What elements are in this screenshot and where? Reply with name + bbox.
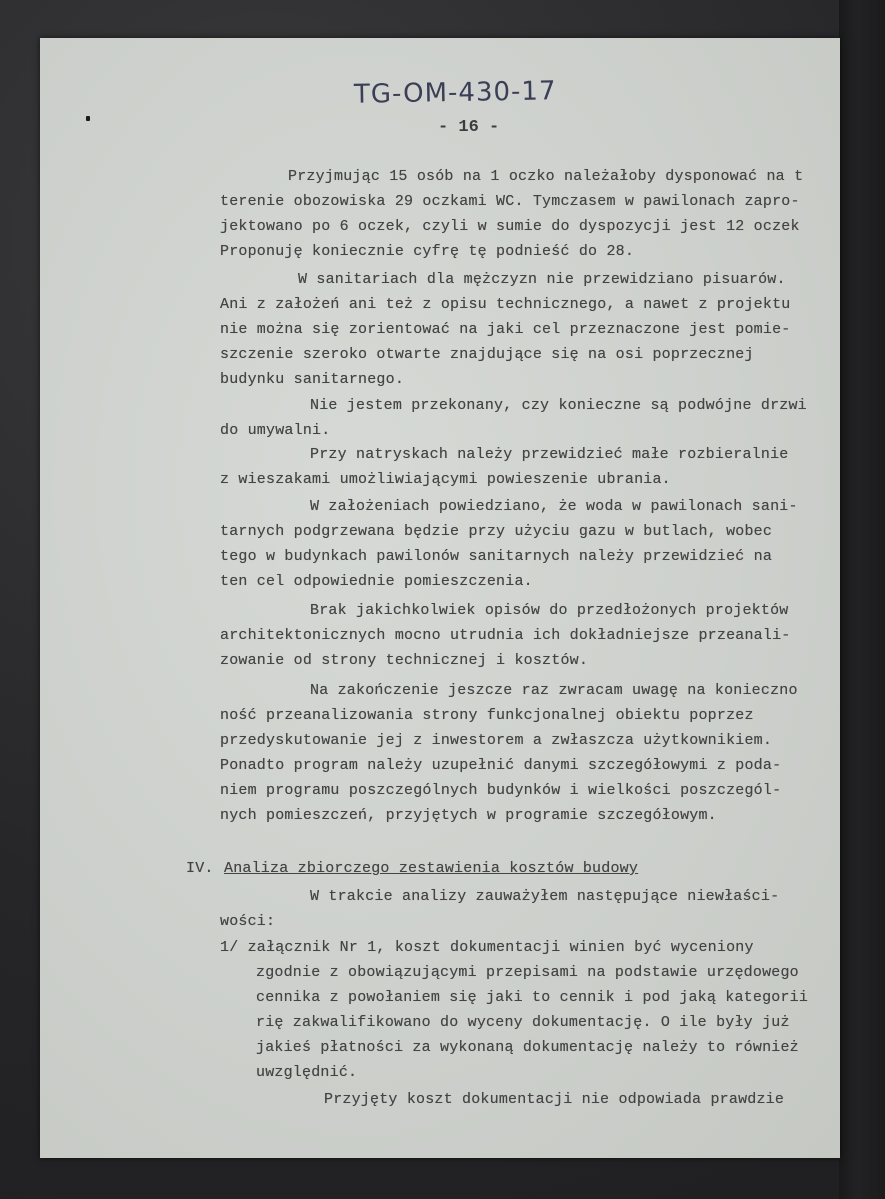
text-line: nie można się zorientować na jaki cel przeznaczone jest pomie- — [220, 321, 791, 338]
text-line: zgodnie z obowiązującymi przepisami na podstawie urzędowego — [256, 964, 799, 981]
text-line: Przyjmując 15 osób na 1 oczko należałoby dysponować na t — [288, 168, 804, 185]
text-line: z wieszakami umożliwiającymi powieszenie ubrania. — [220, 471, 671, 488]
punch-mark — [86, 116, 90, 121]
section-heading: Analiza zbiorczego zestawienia kosztów budowy — [224, 860, 639, 877]
text-line: Ponadto program należy uzupełnić danymi szczegółowymi z poda- — [220, 757, 782, 774]
text-line: Proponuję koniecznie cyfrę tę podnieść do 28. — [220, 243, 635, 260]
text-line: nych pomieszczeń, przyjętych w programie szczegółowym. — [220, 807, 717, 824]
text-line: architektonicznych mocno utrudnia ich dokładniejsze przeanali- — [220, 627, 791, 644]
text-line: uwzględnić. — [256, 1064, 358, 1081]
text-line: W trakcie analizy zauważyłem następujące niewłaści- — [310, 888, 780, 905]
binder-edge — [839, 0, 885, 1199]
text-line: budynku sanitarnego. — [220, 371, 405, 388]
text-line: Przyjęty koszt dokumentacji nie odpowiada prawdzie — [324, 1091, 785, 1108]
text-line: W założeniach powiedziano, że woda w pawilonach sani- — [310, 498, 798, 515]
text-line: rię zakwalifikowano do wyceny dokumentację. O ile były już — [256, 1014, 790, 1031]
text-line: tego w budynkach pawilonów sanitarnych należy przewidzieć na — [220, 548, 773, 565]
text-line: Na zakończenie jeszcze raz zwracam uwagę na konieczno — [310, 682, 798, 699]
text-line: niem programu poszczególnych budynków i wielkości poszczegól- — [220, 782, 782, 799]
text-line: wości: — [220, 913, 276, 930]
text-line: Nie jestem przekonany, czy konieczne są podwójne drzwi — [310, 397, 807, 414]
text-line: jektowano po 6 oczek, czyli w sumie do dyspozycji jest 12 oczek — [220, 218, 800, 235]
text-line: Ani z założeń ani też z opisu technicznego, a nawet z projektu — [220, 296, 791, 313]
text-line: ność przeanalizowania strony funkcjonalnej obiektu poprzez — [220, 707, 754, 724]
text-line: jakieś płatności za wykonaną dokumentację należy to również — [256, 1039, 799, 1056]
text-line: W sanitariach dla mężczyzn nie przewidziano pisuarów. — [298, 271, 786, 288]
text-line: terenie obozowiska 29 oczkami WC. Tymczasem w pawilonach zapro- — [220, 193, 800, 210]
text-line: szczenie szeroko otwarte znajdujące się na osi poprzecznej — [220, 346, 754, 363]
archive-signature: TG-OM-430-17 — [353, 76, 557, 110]
list-item: 1/ załącznik Nr 1, koszt dokumentacji winien być wyceniony — [220, 939, 754, 956]
text-line: do umywalni. — [220, 422, 331, 439]
text-line: ten cel odpowiednie pomieszczenia. — [220, 573, 533, 590]
page-number: - 16 - — [438, 118, 500, 137]
text-line: Przy natryskach należy przewidzieć małe rozbieralnie — [310, 446, 789, 463]
section-number: IV. — [186, 860, 214, 877]
text-line: cennika z powołaniem się jaki to cennik i pod jaką kategorii — [256, 989, 809, 1006]
document-page — [40, 38, 840, 1158]
text-line: Brak jakichkolwiek opisów do przedłożonych projektów — [310, 602, 789, 619]
text-line: przedyskutowanie jej z inwestorem a zwłaszcza użytkownikiem. — [220, 732, 773, 749]
text-line: tarnych podgrzewana będzie przy użyciu gazu w butlach, wobec — [220, 523, 773, 540]
text-line: zowanie od strony technicznej i kosztów. — [220, 652, 589, 669]
